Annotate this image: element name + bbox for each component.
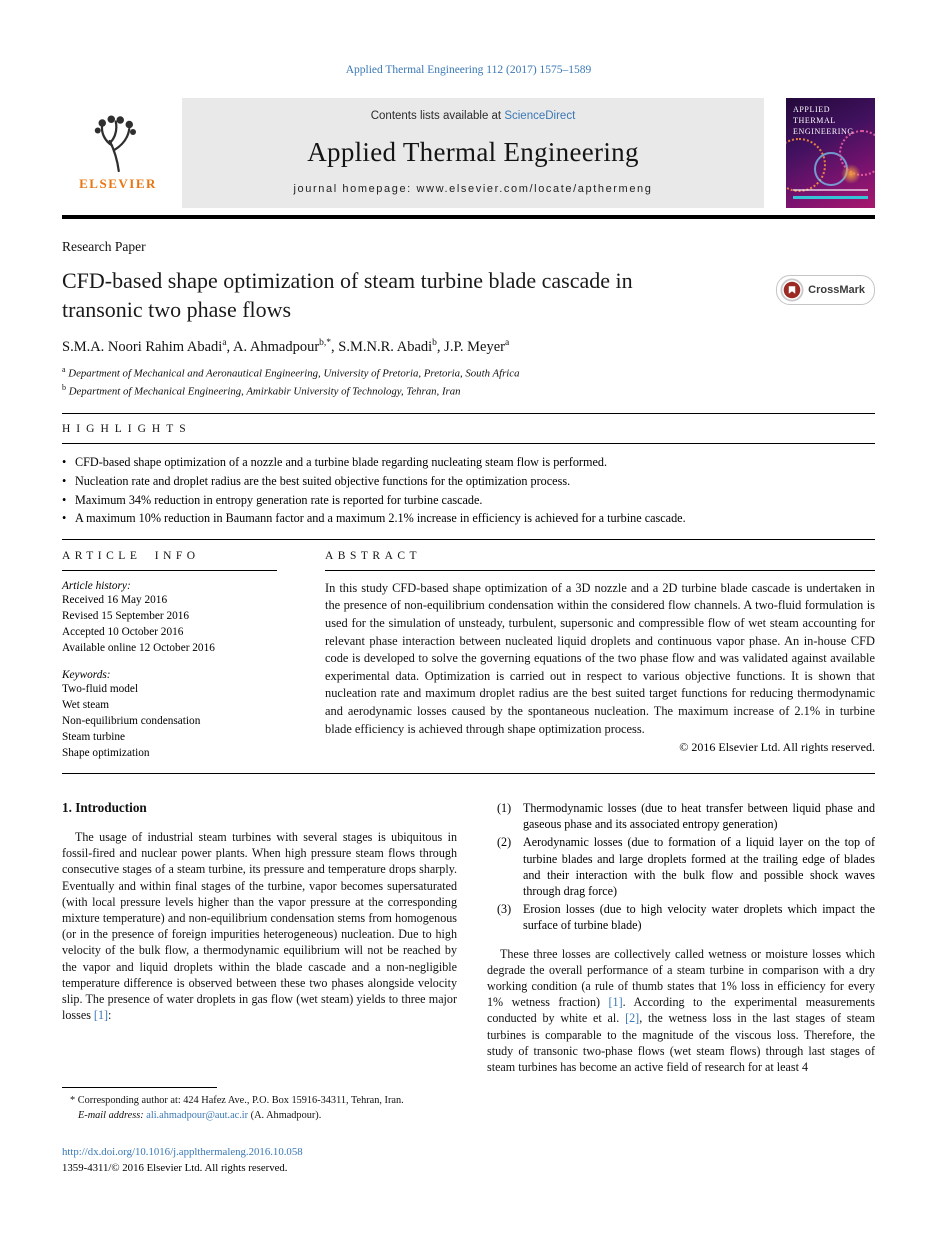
list-text: Thermodynamic losses (due to heat transfer between liquid phase and gaseous phase and its associated entropy generation) [523, 800, 875, 832]
keywords-label: Keywords: [62, 668, 111, 681]
highlight-text: • A maximum 10% reduction in Baumann factor and a maximum 2.1% increase in efficiency is achieved for a turbine cascade. [75, 511, 686, 526]
author-separator: , [226, 339, 233, 356]
author-name: S.M.A. Noori Rahim Abadi [62, 339, 223, 356]
paragraph-text: : [108, 1008, 112, 1023]
author-name: S.M.N.R. Abadi [338, 339, 433, 356]
sciencedirect-link[interactable]: ScienceDirect [504, 110, 576, 122]
heading-divider [325, 570, 875, 571]
keyword: Non-equilibrium condensation [62, 714, 201, 727]
crossmark-badge[interactable] [776, 275, 875, 305]
citation-ref-link[interactable]: [2] [625, 1011, 640, 1026]
list-text: Erosion losses (due to high velocity water droplets which impact the surface of turbine blade) [523, 902, 875, 933]
intro-paragraph [62, 829, 457, 1023]
highlight-text: • Maximum 34% reduction in entropy generation rate is reported for turbine cascade. [75, 492, 483, 507]
affiliation-text: Department of Mechanical and Aeronautical Engineering, University of Pretoria, Pretoria, South Africa [68, 367, 520, 380]
journal-homepage-link[interactable]: journal homepage: www.elsevier.com/locate/apthermeng [293, 183, 653, 195]
highlights-heading: HIGHLIGHTS [62, 423, 192, 436]
contents-line [371, 110, 576, 122]
contents-prefix: Contents lists available at [370, 110, 505, 122]
highlights-list [62, 444, 875, 538]
journal-citation-link[interactable]: Applied Thermal Engineering 112 (2017) 1575–1589 [345, 64, 592, 76]
author-separator: , [331, 339, 339, 356]
history-entry: Accepted 10 October 2016 [62, 625, 184, 638]
losses-list [487, 800, 875, 934]
keyword: Shape optimization [62, 746, 150, 759]
history-entry: Revised 15 September 2016 [62, 609, 190, 622]
footnote-divider [62, 1087, 217, 1088]
footnote-marker: * [70, 1094, 76, 1106]
affiliation-sup: b [62, 383, 66, 393]
crossmark-icon [780, 278, 804, 302]
author-name: J.P. Meyer [444, 339, 505, 356]
article-info-heading: ARTICLE INFO [62, 549, 200, 562]
wetness-losses-paragraph [487, 946, 875, 1076]
highlight-text: • CFD-based shape optimization of a nozzle and a turbine blade regarding nucleating steam flow is performed. [75, 455, 608, 470]
highlight-item [62, 509, 875, 528]
list-marker: (3) [497, 902, 512, 917]
highlight-item [62, 453, 875, 472]
paragraph-text: , the wetness loss in the last stages of steam turbines is comparable to the magnitude of the viscous loss. Therefore, the study of transonic two-phase flows (wet steam flows) through last stages of steam turbines has become an active field of research for at least 4 [487, 1011, 875, 1074]
citation-ref-link[interactable]: [1] [93, 1008, 109, 1023]
affiliation-line [62, 364, 875, 382]
doi-link[interactable]: http://dx.doi.org/10.1016/j.applthermaleng.2016.10.058 [62, 1145, 303, 1158]
paragraph-text: The usage of industrial steam turbines with several stages is ubiquitous in fossil-fired and nuclear power plants. When high pressure steam flows through consecutive stages of a steam turbine, its pressure and temperature drops sharply. Eventually and within final stages of the turbine, vapor becomes supersaturated (with local pressure levels higher than the vapor pressure at the corresponding mixture temperature) and non-equilibrium condensation stems from homogenous (or in the presence of foreign impurities heterogeneous) nucleation. Due to high velocity of the bulk flow, a thermodynamic equilibrium will not be reached by the vapor and liquid droplets within the blade cascade and a non-negligible temperature difference is observed between these two phases alongside velocity slip. The presence of water droplets in gas flow (wet steam) yields to three major losses [62, 829, 457, 1023]
cover-decor-bar [793, 196, 868, 199]
keyword: Two-fluid model [62, 682, 139, 695]
email-label: E-mail address: [78, 1110, 144, 1122]
article-title: CFD-based shape optimization of steam turbine blade cascade in transonic two phase flows [62, 268, 633, 322]
affiliation-list [62, 364, 875, 400]
cover-decor-glow [841, 164, 861, 184]
keyword: Steam turbine [62, 730, 126, 743]
journal-cover-thumbnail[interactable] [786, 98, 875, 208]
footnote [62, 1087, 457, 1124]
body-columns [62, 800, 875, 1176]
issn-copyright-line: 1359-4311/© 2016 Elsevier Ltd. All rights reserved. [62, 1161, 288, 1174]
corresponding-author-note [62, 1093, 457, 1108]
list-item [497, 901, 875, 933]
author-list [62, 338, 875, 356]
paragraph-text: . According to the experimental measurements conducted by white et al. [487, 995, 875, 1026]
author-affiliation-sup: a [222, 338, 227, 349]
article-info-column [62, 540, 277, 761]
body-right-column [487, 800, 875, 1176]
author-name: A. Ahmadpour [232, 339, 320, 356]
list-marker: (1) [497, 800, 512, 815]
author-separator: , [436, 339, 445, 356]
list-item [497, 800, 875, 832]
abstract-heading: ABSTRACT [325, 549, 422, 562]
highlight-item [62, 472, 875, 491]
journal-banner [182, 98, 764, 208]
affiliation-line [62, 382, 875, 400]
history-entry: Available online 12 October 2016 [62, 641, 215, 654]
cover-title: APPLIED THERMAL ENGINEERING [793, 105, 854, 137]
crossmark-label: CrossMark [808, 284, 865, 296]
list-text: Aerodynamic losses (due to formation of a liquid layer on the top of turbine blades and large droplets formed at the trailing edge of blades and their interaction with the bulk flow and possible shock waves through drag force) [523, 835, 875, 898]
page-footer [62, 1144, 457, 1176]
journal-title: Applied Thermal Engineering [307, 137, 639, 167]
email-link[interactable]: ali.ahmadpour@aut.ac.ir [143, 1110, 249, 1122]
email-suffix: (A. Ahmadpour). [248, 1110, 322, 1122]
citation-ref-link[interactable]: [1] [608, 995, 623, 1010]
author-affiliation-sup: b,* [319, 338, 332, 349]
section-divider [62, 773, 875, 774]
keyword: Wet steam [62, 698, 110, 711]
header-rule [62, 215, 875, 219]
affiliation-sup: a [62, 365, 66, 375]
abstract-copyright: © 2016 Elsevier Ltd. All rights reserved. [679, 740, 875, 755]
section-heading-introduction: 1. Introduction [62, 799, 147, 815]
article-history-label: Article history: [62, 579, 131, 592]
list-item [497, 834, 875, 899]
abstract-column [325, 540, 875, 761]
journal-header [62, 98, 875, 208]
body-left-column [62, 800, 457, 1176]
paragraph-text: These three losses are collectively called wetness or moisture losses which degrade the overall performance of a steam turbine in comparison with a dry working condition (a rule of thumb states that 1% loss in efficiency for every 1% wetness fraction) [487, 946, 875, 1010]
elsevier-tree-icon [91, 114, 145, 174]
affiliation-text: Department of Mechanical Engineering, Amirkabir University of Technology, Tehran, Iran [68, 385, 461, 398]
email-note [62, 1108, 457, 1123]
history-entry: Received 16 May 2016 [62, 593, 168, 606]
highlight-item [62, 491, 875, 510]
list-marker: (2) [497, 835, 512, 850]
elsevier-logo [62, 98, 174, 208]
article-type-label: Research Paper [62, 239, 146, 254]
highlight-text: • Nucleation rate and droplet radius are the best suited objective functions for the optimization process. [75, 474, 571, 489]
abstract-text: In this study CFD-based shape optimization of a 3D nozzle and a 2D turbine blade cascade is undertaken in the presence of non-equilibrium condensation within the considered flow channels. A two-fluid formulation is used for the simulation of unsteady, turbulent, supersonic and compressible flow of wet steam accounting for relevant phase interaction between nucleated liquid droplets and continuous vapor phase. An in-house CFD code is developed to solve the governing equations of the two phase flow and was validated against available experimental data. Optimization is carried out in respect to various objective functions. It is shown that nucleation rate and maximum droplet radius are the best suited target functions for reducing thermodynamic and aerodynamic losses caused by the spontaneous nucleation. The maximum increase of 2.1% in turbine blade efficiency is achieved through shape optimization process. [325, 580, 875, 736]
author-affiliation-sup: a [505, 338, 510, 349]
author-affiliation-sup: b [432, 338, 437, 349]
elsevier-wordmark: ELSEVIER [79, 176, 157, 191]
heading-divider [62, 570, 277, 571]
cover-decor-bar [793, 189, 868, 191]
article-info-abstract-block [62, 540, 875, 761]
footnote-text: Corresponding author at: 424 Hafez Ave., P.O. Box 15916-34311, Tehran, Iran. [75, 1094, 404, 1106]
